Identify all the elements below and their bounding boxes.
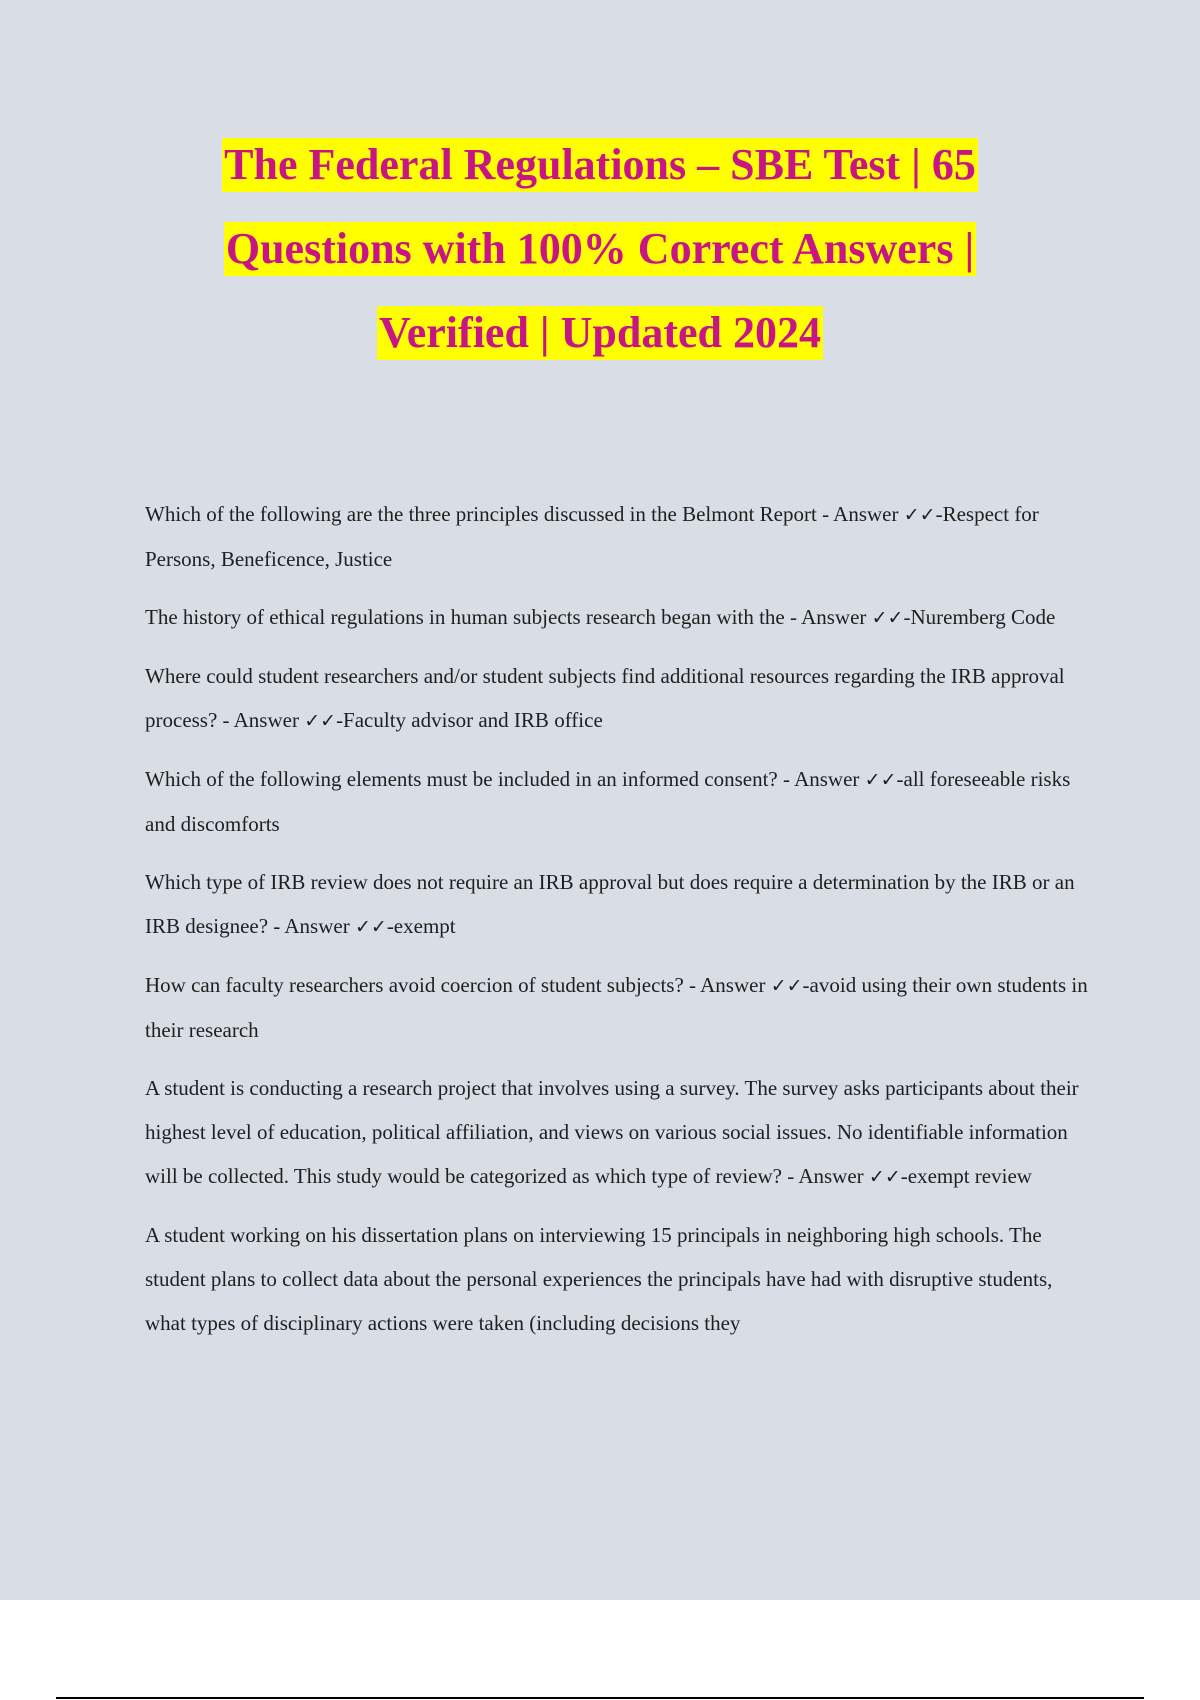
double-check-icon: ✓✓ — [354, 916, 387, 938]
answer-text: -Nuremberg Code — [903, 605, 1056, 629]
qa-item — [145, 1066, 1090, 1199]
double-check-icon: ✓✓ — [903, 504, 936, 526]
question-text: Where could student researchers and/or student subjects find additional resources regarding the IRB approval process? - — [145, 664, 1065, 732]
answer-text: -Respect for Persons, Beneficence, Justice — [145, 502, 1039, 571]
double-check-icon: ✓✓ — [871, 607, 904, 629]
answer-label: Answer — [794, 767, 860, 791]
double-check-icon: ✓✓ — [770, 975, 803, 997]
title-row-2 — [0, 222, 1200, 306]
qa-item — [145, 595, 1090, 640]
answer-text: -avoid using their own students in their research — [145, 973, 1088, 1042]
answer-label: Answer — [284, 914, 350, 938]
answer-label: Answer — [801, 605, 867, 629]
qa-item — [145, 963, 1090, 1052]
double-check-icon: ✓✓ — [868, 1166, 901, 1188]
answer-label: Answer — [700, 973, 766, 997]
title-line-3: Verified | Updated 2024 — [377, 306, 823, 360]
title-row-3 — [0, 306, 1200, 390]
answer-text: -Faculty advisor and IRB office — [336, 708, 603, 732]
answer-label: Answer — [233, 708, 299, 732]
double-check-icon: ✓✓ — [304, 710, 337, 732]
question-text: The history of ethical regulations in human subjects research began with the - — [145, 605, 802, 629]
qa-item — [145, 1213, 1090, 1345]
qa-item — [145, 860, 1090, 949]
question-text: Which type of IRB review does not require an IRB approval but does require a determination by the IRB or an IRB designee? - — [145, 870, 1075, 938]
question-text: A student is conducting a research project that involves using a survey. The survey asks participants about their highest level of education, political affiliation, and views on various social issues. No identifiable information will be collected. This study would be categorized as which type of review? - — [145, 1076, 1079, 1188]
double-check-icon: ✓✓ — [864, 769, 897, 791]
qa-item — [145, 757, 1090, 846]
question-text: Which of the following elements must be included in an informed consent? - — [145, 767, 795, 791]
question-text: How can faculty researchers avoid coercion of student subjects? - — [145, 973, 701, 997]
qa-list — [145, 492, 1090, 1359]
qa-item — [145, 492, 1090, 581]
question-text: Which of the following are the three principles discussed in the Belmont Report - — [145, 502, 834, 526]
document-title — [0, 138, 1200, 390]
qa-item — [145, 654, 1090, 743]
title-row-1 — [0, 138, 1200, 222]
answer-text: -all foreseeable risks and discomforts — [145, 767, 1071, 836]
title-line-2: Questions with 100% Correct Answers | — [224, 222, 976, 276]
answer-label: Answer — [833, 502, 899, 526]
question-text: A student working on his dissertation plans on interviewing 15 principals in neighboring high schools. The student plans to collect data about the personal experiences the principals have had with disruptive students, what types of disciplinary actions were taken (including decisions they — [145, 1223, 1053, 1335]
title-line-1: The Federal Regulations – SBE Test | 65 — [222, 138, 978, 192]
footer-divider — [56, 1697, 1144, 1699]
answer-label: Answer — [798, 1164, 864, 1188]
answer-text: -exempt — [386, 914, 456, 938]
answer-text: -exempt review — [900, 1164, 1032, 1188]
